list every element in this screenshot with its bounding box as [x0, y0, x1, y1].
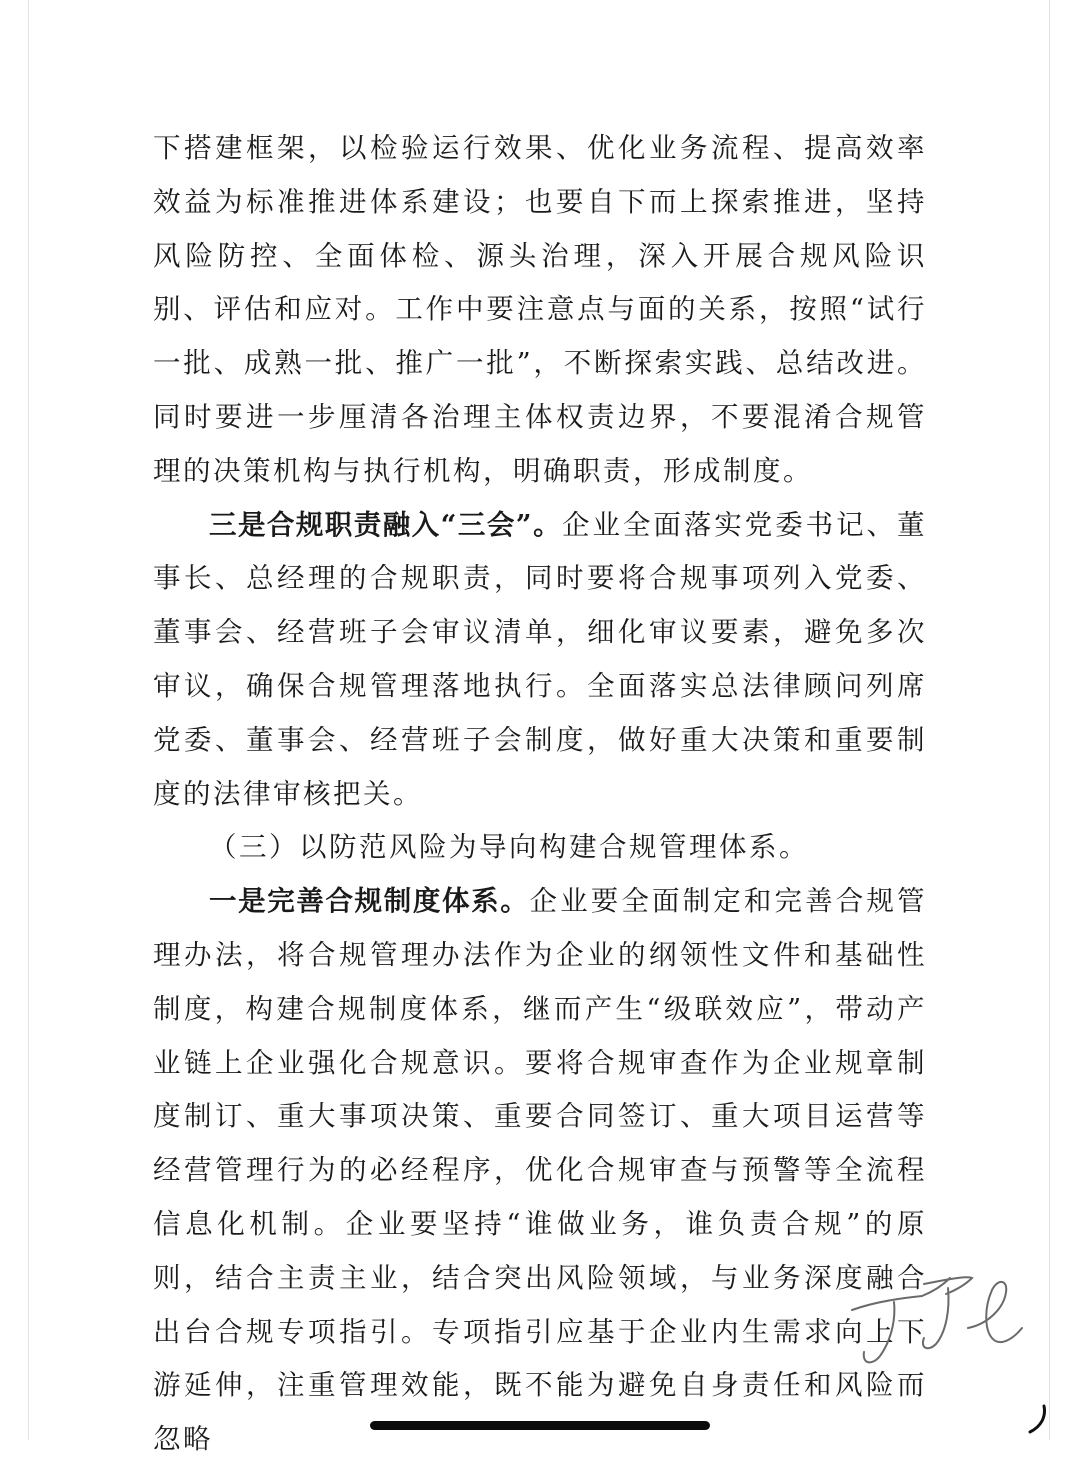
paragraph-lead: 三是合规职责融入“三会”。 [209, 508, 563, 541]
handwritten-signature [850, 1258, 1030, 1373]
paragraph-framework [153, 122, 927, 499]
page-edge-left [28, 0, 29, 1440]
paragraph-lead: 一是完善合规制度体系。 [209, 885, 530, 918]
paragraph-text: 下搭建框架，以检验运行效果、优化业务流程、提高效率效益为标准推进体系建设；也要自下而上探索推进，坚持风险防控、全面体检、源头治理，深入开展合规风险识别、评估和应对。工作中要注意点与面的关系，按照“试行一批、成熟一批、推广一批”，不断探索实践、总结改进。同时要进一步厘清各治理主体权责边界，不要混淆合规管理的决策机构与执行机构，明确职责，形成制度。 [153, 132, 927, 487]
paragraph-text: 企业全面落实党委书记、董事长、总经理的合规职责，同时要将合规事项列入党委、董事会、经营班子会审议清单，细化审议要素，避免多次审议，确保合规管理落地执行。全面落实总法律顾问列席党委、董事会、经营班子会制度，做好重大决策和重要制度的法律审核把关。 [153, 508, 928, 810]
section-heading-three [153, 821, 927, 875]
section-heading-text: （三）以防范风险为导向构建合规管理体系。 [209, 831, 809, 864]
paragraph-compliance-system [153, 875, 927, 1467]
corner-mark-icon [1024, 1404, 1050, 1434]
home-indicator[interactable] [370, 1421, 710, 1430]
page-edge-right [1049, 0, 1050, 1440]
paragraph-text: 企业要全面制定和完善合规管理办法，将合规管理办法作为企业的纲领性文件和基础性制度，构建合规制度体系，继而产生“级联效应”，带动产业链上企业强化合规意识。要将合规审查作为企业规章制度制订、重大事项决策、重要合同签订、重大项目运营等经营管理行为的必经程序，优化合规审查与预警等全流程信息化机制。企业要坚持“谁做业务，谁负责合规”的原则，结合主责主业，结合突出风险领域，与业务深度融合出台合规专项指引。专项指引应基于企业内生需求向上下游延伸，注重管理效能，既不能为避免自身责任和风险而忽略 [153, 885, 928, 1456]
paragraph-three-meetings [153, 499, 927, 822]
document-body [153, 122, 927, 1467]
